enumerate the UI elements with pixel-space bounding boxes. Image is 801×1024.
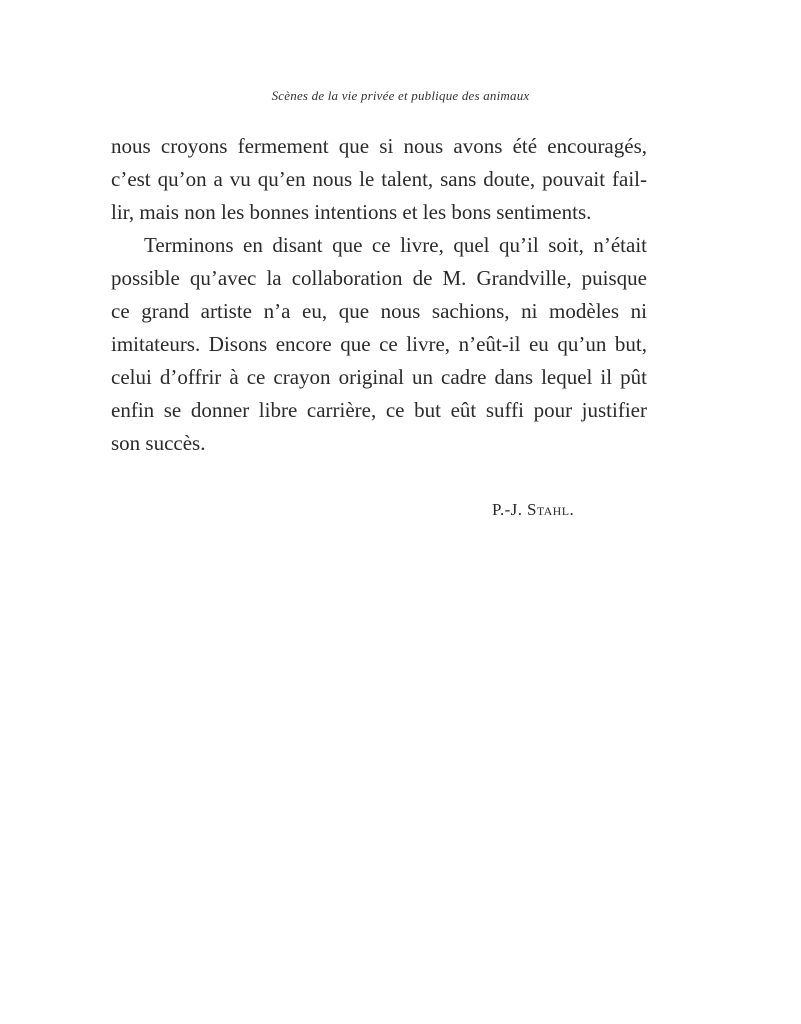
paragraph-1 <box>111 130 647 229</box>
text-line: Terminons en disant que ce livre, quel qu’il soit, n’était <box>144 233 647 257</box>
text-line: enfin se donner libre carrière, ce but eût suffi pour justifier <box>111 398 647 422</box>
text-line: son succès. <box>111 431 206 455</box>
signature-text: P.-J. Stahl. <box>492 500 575 519</box>
running-header: Scènes de la vie privée et publique des animaux <box>271 88 530 103</box>
text-line: celui d’offrir à ce crayon original un cadre dans lequel il pût <box>111 365 647 389</box>
text-line: ce grand artiste n’a eu, que nous sachions, ni modèles ni <box>111 299 647 323</box>
text-line: nous croyons fermement que si nous avons été encouragés, <box>111 134 647 158</box>
text-line: c’est qu’on a vu qu’en nous le talent, sans doute, pouvait fail- <box>111 167 647 191</box>
text-line: lir, mais non les bonnes intentions et les bons sentiments. <box>111 200 592 224</box>
text-line: imitateurs. Disons encore que ce livre, n’eût-il eu qu’un but, <box>111 332 647 356</box>
author-signature <box>492 500 574 520</box>
text-line: possible qu’avec la collaboration de M. Grandville, puisque <box>111 266 647 290</box>
body-text <box>111 130 647 460</box>
paragraph-2 <box>111 229 647 460</box>
